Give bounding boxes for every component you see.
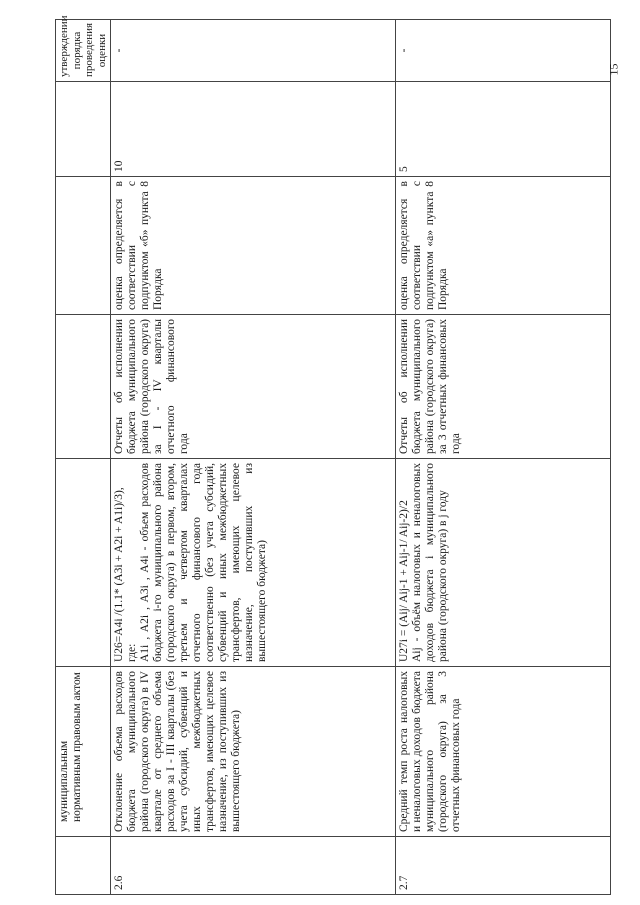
cell-formula <box>396 459 611 667</box>
cell-num: 2.7 <box>396 837 611 895</box>
cell-source <box>56 315 111 459</box>
cell-note: - <box>111 20 396 82</box>
formula-main: U27i = (Aij/ Aij-1 + Aij-1/ Aij-2)/2 <box>398 500 410 662</box>
formula-desc: A1i , A2i , A3i , A4i - объем расходов бюджета i-го муниципального района (городского округа) в первом, втором, третьем и четвертом кварталах отчетного финансового года соответственно (без учета субсидий, субвенций и иных межбюджетных трансфертов, имеющих целевое назначение, поступивших из вышестоящего бюджета) <box>139 463 268 662</box>
cell-score <box>56 82 111 177</box>
cell-score: 5 <box>396 82 611 177</box>
cell-formula <box>111 459 396 667</box>
cell-source: Отчеты об исполнении бюджета муниципального района (городского округа) за I - IV кварталы отчетного финансового года <box>111 315 396 459</box>
cell-score: 10 <box>111 82 396 177</box>
rotated-table-container <box>55 15 615 895</box>
table-row-header <box>56 20 111 895</box>
assessment-table <box>55 15 611 895</box>
cell-method <box>56 177 111 315</box>
cell-formula <box>56 459 111 667</box>
table-row-2-7 <box>396 20 611 895</box>
cell-indicator: Средний темп роста налоговых и неналоговых доходов бюджета муниципального района (городского округа) за 3 отчетных финансовых года <box>396 667 611 837</box>
formula-main: U26=A4i /(1.1* (A3i + A2i + A1i)/3), <box>113 487 125 662</box>
cell-num <box>56 837 111 895</box>
cell-note: - <box>396 20 611 82</box>
cell-method: оценка определяется в соответствии с подпунктом «б» пункта 8 Порядка <box>111 177 396 315</box>
cell-indicator: Отклонение объема расходов бюджета муниципального района (городского округа) в IV квартале от среднего объема расходов за I - III кварталы (без учета субсидий, субвенций и иных межбюджетных трансфертов, имеющих целевое назначение, из поступивших из вышестоящего бюджета) <box>111 667 396 837</box>
cell-method: оценка определяется в соответствии с подпунктом «а» пункта 8 Порядка <box>396 177 611 315</box>
formula-where: где: <box>126 643 138 662</box>
cell-source: Отчеты об исполнении бюджета муниципального района (городского округа) за 3 отчетных финансовых года <box>396 315 611 459</box>
page-number: 15 <box>606 63 621 76</box>
cell-indicator: муниципальным нормативным правовым актом <box>56 667 111 837</box>
formula-desc: Aij - объём налоговых и неналоговых доходов бюджета i муниципального района (городского округа) в j году <box>411 463 449 662</box>
table-row-2-6 <box>111 20 396 895</box>
cell-note: утверждении порядка проведения оценки <box>56 20 111 82</box>
cell-num: 2.6 <box>111 837 396 895</box>
